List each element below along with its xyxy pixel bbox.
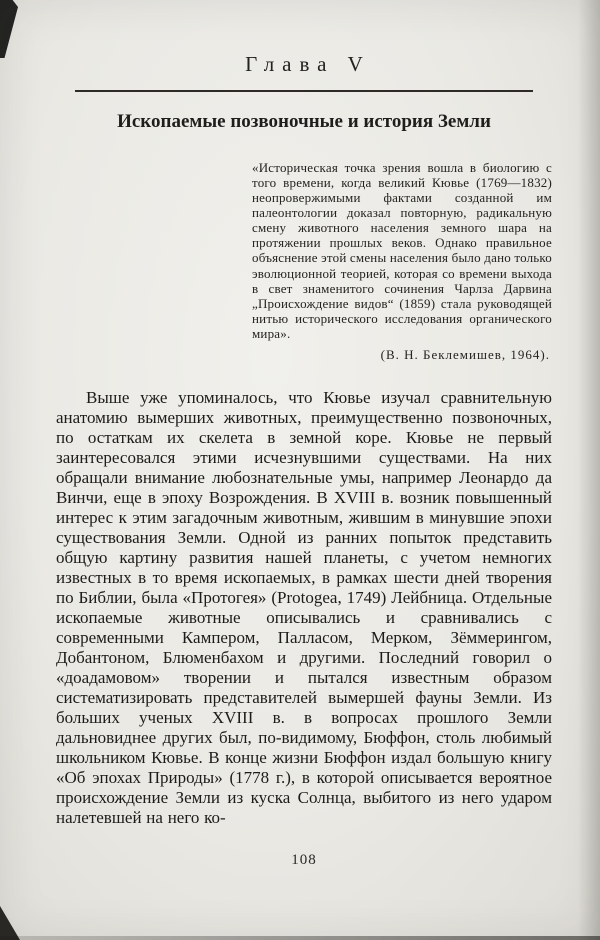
page-number: 108	[291, 852, 317, 869]
page-title: Ископаемые позвоночные и история Земли	[117, 111, 491, 132]
epigraph-attribution: (В. Н. Беклемишев, 1964).	[380, 346, 550, 362]
epigraph-text: «Историческая точка зрения вошла в биологию с того времени, когда великий Кювье (1769—1832) неопровержимыми фактами созданной им палеонтологии доказал повторную, радикальную смену животного населения земного шара на протяжении прошлых веков. Однако правильное объяснение этой смены населения было дано только эволюционной теорией, которая со времени выхода в свет знаменитого сочинения Чарлза Дарвина „Происхождение видов“ (1859) стала руководящей нитью исторического исследования органического мира».	[252, 160, 552, 341]
chapter-heading: Глава V	[245, 52, 371, 76]
divider-rule	[75, 90, 533, 92]
epigraph-block	[252, 160, 552, 362]
body-paragraph: Выше уже упоминалось, что Кювье изучал сравнительную анатомию вымерших животных, преимущественно позвоночных, по остаткам их скелета в земной коре. Кювье не первый заинтересовался этими исчезнувшими существами. На них обращали внимание любознательные умы, например Леонардо да Винчи, еще в эпоху Возрождения. В XVIII в. возник повышенный интерес к этим загадочным животным, жившим в минувшие эпохи существования Земли. Одной из ранних попыток представить общую картину развития нашей планеты, с учетом немногих известных в то время ископаемых, в рамках шести дней творения по Библии, была «Протогея» (Protogea, 1749) Лейбница. Отдельные ископаемые животные описывались и сравнивались с современными Кампером, Палласом, Мерком, Зёммерингом, Добантоном, Блюменбахом и другими. Последний говорил о «доадамовом» творении и пытался известным образом систематизировать представителей вымершей фауны Земли. Из больших ученых XVIII в. в вопросах прошлого Земли дальновиднее других был, по-видимому, Бюффон, столь любимый школьником Кювье. В конце жизни Бюффон издал большую книгу «Об эпохах Природы» (1778 г.), в которой описывается вероятное происхождение Земли из куска Солнца, выбитого из него ударом налетевшей на него ко-	[56, 388, 552, 828]
